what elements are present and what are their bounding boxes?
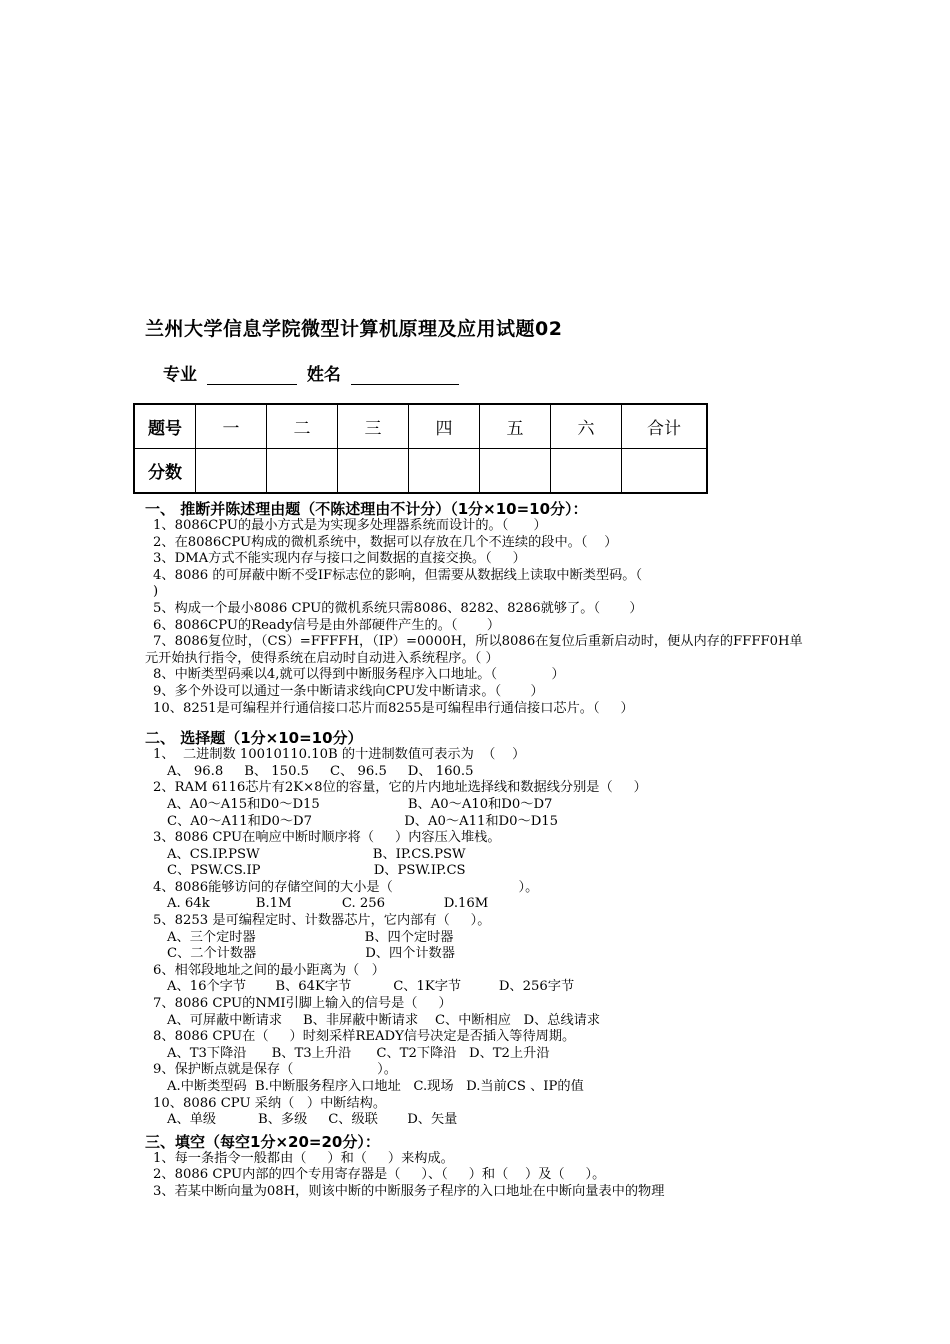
question-item: 8、8086 CPU在（ ）时刻采样READY信号决定是否插入等待周期。 [153,1029,576,1045]
question-item: 1、 二进制数 10010110.10B 的十进制数值可表示为 （ ） [153,747,526,763]
question-item: 3、DMA方式不能实现内存与接口之间数据的直接交换。（ ） [153,551,526,567]
question-item: 10、8086 CPU 采纳（ ）中断结构。 [153,1095,387,1111]
question-options: A、A0～A15和D0～D15 B、A0～A10和D0～D7 [167,796,553,812]
student-info-line [163,360,463,385]
score-input-cell [267,449,338,494]
question-item: 2、在8086CPU构成的微机系统中，数据可以存放在几个不连续的段中。（ ） [153,534,618,550]
question-options: C、A0～A11和D0～D7 D、A0～A11和D0～D15 [167,813,559,829]
question-item: 2、RAM 6116芯片有2K×8位的容量，它的片内地址选择线和数据线分别是（ ） [153,780,647,796]
score-table [133,403,708,494]
question-item: 1、8086CPU的最小方式是为实现多处理器系统而设计的。（ ） [153,518,547,533]
question-options: A、16个字节 B、64K字节 C、1K字节 D、256字节 [167,979,575,995]
question-item: 6、相邻段地址之间的最小距离为（ ） [153,962,385,978]
score-table-cell: 五 [480,404,551,449]
score-table-cell: 四 [409,404,480,449]
question-options: A、CS.IP.PSW B、IP.CS.PSW [167,846,466,862]
question-item: 7、8086 CPU的NMI引脚上输入的信号是（ ） [153,996,452,1012]
question-options: C、PSW.CS.IP D、PSW.IP.CS [167,863,466,879]
score-input-cell [409,449,480,494]
question-item: 8、中断类型码乘以4,就可以得到中断服务程序入口地址。（ ） [153,667,565,683]
score-input-cell [338,449,409,494]
question-item: 9、多个外设可以通过一条中断请求线向CPU发中断请求。（ ） [153,683,544,699]
name-field [351,368,459,385]
question-item: 4、8086能够访问的存储空间的大小是（ ）。 [153,879,539,895]
name-label: 姓名 [306,365,341,385]
major-field [207,368,297,385]
question-item: 3、8086 CPU在响应中断时顺序将（ ）内容压入堆栈。 [153,830,501,846]
score-input-cell [480,449,551,494]
question-options: A、 96.8 B、 150.5 C、 96.5 D、 160.5 [167,763,474,779]
score-table-cell: 题号 [134,404,196,449]
score-table-cell: 一 [196,404,267,449]
score-input-cell [196,449,267,494]
question-item: 3、若某中断向量为08H，则该中断的中断服务子程序的入口地址在中断向量表中的物理 [153,1183,665,1199]
question-item: ) [153,584,159,600]
score-table-cell: 合计 [622,404,708,449]
question-item: 5、构成一个最小8086 CPU的微机系统只需8086、8282、8286就够了。（ ） [153,600,643,616]
exam-content [145,500,810,1201]
question-options: A、单级 B、多级 C、级联 D、矢量 [167,1112,458,1128]
question-item: 4、8086 的可屏蔽中断不受IF标志位的影响，但需要从数据线上读取中断类型码。（ [153,567,643,583]
question-options: A、可屏蔽中断请求 B、非屏蔽中断请求 C、中断相应 D、总线请求 [167,1012,601,1028]
question-options: C、二个计数器 D、四个计数器 [167,946,455,962]
section-heading: 一、 推断并陈述理由题（不陈述理由不计分）（1分×10=10分）： [145,500,588,518]
question-item: 5、8253 是可编程定时、计数器芯片，它内部有（ ）。 [153,913,491,929]
question-item: 6、8086CPU的Ready信号是由外部硬件产生的。（ ） [153,617,501,633]
score-table-cell: 六 [551,404,622,449]
question-item: 2、8086 CPU内部的四个专用寄存器是（ ）、（ ）和（ ）及（ ）。 [153,1167,606,1183]
score-table-cell: 三 [338,404,409,449]
question-options: A.中断类型码 B.中断服务程序入口地址 C.现场 D.当前CS 、IP的值 [167,1079,584,1094]
page-title: 兰州大学信息学院微型计算机原理及应用试题02 [145,318,563,340]
question-item: 10、8251是可编程并行通信接口芯片而8255是可编程串行通信接口芯片。（ ） [153,700,634,716]
score-table-cell: 分数 [134,449,196,494]
question-options: A、三个定时器 B、四个定时器 [167,929,454,945]
question-item: 7、8086复位时，（CS）=FFFFH，（IP）=0000H，所以8086在复位后重新启动时，便从内存的FFFF0H单元开始执行指令，使得系统在启动时自动进入系统程序。（ ） [145,634,803,666]
question-item: 1、每一条指令一般都由（ ）和（ ）来构成。 [153,1150,454,1166]
score-input-cell [551,449,622,494]
question-options: A、T3下降沿 B、T3上升沿 C、T2下降沿 D、T2上升沿 [167,1045,550,1061]
score-input-cell [622,449,708,494]
major-label: 专业 [163,365,197,385]
question-options: A. 64k B.1M C. 256 D.16M [167,896,489,912]
score-table-header-row [134,404,707,449]
score-table-cell: 二 [267,404,338,449]
section-heading: 二、 选择题（1分×10=10分） [145,729,363,748]
score-table-score-row [134,449,707,494]
question-item: 9、保护断点就是保存（ ）。 [153,1062,397,1078]
section-heading: 三、填空（每空1分×20=20分）： [145,1132,380,1151]
